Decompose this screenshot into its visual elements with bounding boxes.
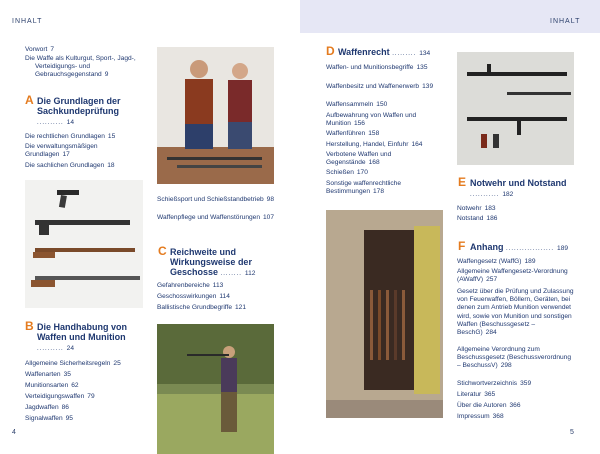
right-header-band [300, 0, 600, 33]
toc-entry[interactable]: Waffenarten 35 [25, 371, 71, 378]
toc-entry[interactable]: Allgemeine Waffengesetz-Verordnung (AWaffV) 257 [457, 268, 568, 284]
toc-entry[interactable]: Schießsport und Schießstandbetrieb 98 [157, 196, 275, 203]
toc-entry[interactable]: Schießen 170 [326, 169, 368, 176]
toc-entry[interactable]: Die Waffe als Kulturgut, Sport-, Jagd-, Verteidigungs- und Gebrauchsgegenstand 9 [25, 55, 136, 79]
toc-entry[interactable]: Verbotene Waffen und Gegenstände 168 [326, 151, 392, 167]
toc-entry[interactable]: Munitionsarten 62 [25, 382, 79, 389]
section-a-heading[interactable]: A Die Grundlagen der Sachkundeprüfung .......... 14 [25, 93, 121, 126]
toc-entry[interactable]: Waffenpflege und Waffenstörungen 107 [157, 214, 275, 221]
toc-entry[interactable]: Literatur 365 [457, 391, 496, 398]
toc-entry[interactable]: Gefahrenbereiche 113 [157, 282, 224, 289]
section-d-heading[interactable]: D Waffenrecht ......... 134 [326, 44, 431, 58]
toc-entry[interactable]: Sonstige waffenrechtliche Bestimmungen 178 [326, 180, 402, 196]
toc-entry[interactable]: Signalwaffen 95 [25, 415, 73, 422]
toc-entry[interactable]: Die rechtlichen Grundlagen 15 [25, 133, 116, 140]
toc-entry[interactable]: Vorwort 7 [25, 46, 55, 53]
page-number-left: 4 [12, 429, 16, 436]
section-c-heading[interactable]: C Reichweite und Wirkungsweise der Geschosse ........ 112 [158, 244, 256, 277]
toc-entry[interactable]: Die sachlichen Grundlagen 18 [25, 162, 115, 169]
page-header-left: INHALT [12, 18, 43, 25]
toc-entry[interactable]: Allgemeine Sicherheitsregeln 25 [25, 360, 121, 367]
toc-entry[interactable]: Herstellung, Handel, Einfuhr 164 [326, 141, 423, 148]
toc-entry[interactable]: Allgemeine Verordnung zum Beschussgesetz (Beschussverordnung – BeschussV) 298 [457, 346, 571, 370]
page-header-right: INHALT [550, 18, 581, 25]
toc-entry[interactable]: Geschosswirkungen 114 [157, 293, 230, 300]
batons-photo [457, 52, 574, 165]
toc-entry[interactable]: Gesetz über die Prüfung und Zulassung von Feuerwaffen, Böllern, Geräten, bei denen zum Antrieb Munition verwendet wird, sowie von Munition und sonstigen Waffen (Beschussgesetz – BeschG) 284 [457, 288, 574, 337]
page-number-right: 5 [570, 429, 574, 436]
hunter-photo [157, 324, 274, 454]
toc-entry[interactable]: Notwehr 183 [457, 205, 496, 212]
section-e-heading[interactable]: E Notwehr und Notstand ........... 182 [458, 175, 567, 198]
toc-entry[interactable]: Waffenführen 158 [326, 130, 380, 137]
toc-entry[interactable]: Ballistische Grundbegriffe 121 [157, 304, 247, 311]
firearms-photo [25, 180, 143, 308]
section-b-heading[interactable]: B Die Handhabung von Waffen und Munition .......... 24 [25, 319, 127, 352]
toc-entry[interactable]: Aufbewahrung von Waffen und Munition 156 [326, 112, 417, 128]
toc-entry[interactable]: Waffengesetz (WaffG) 189 [457, 258, 536, 265]
toc-entry[interactable]: Notstand 186 [457, 215, 498, 222]
toc-entry[interactable]: Waffen- und Munitionsbegriffe 135 [326, 64, 428, 71]
section-f-heading[interactable]: F Anhang .................. 189 [458, 239, 569, 253]
toc-entry[interactable]: Waffensammeln 150 [326, 101, 388, 108]
toc-entry[interactable]: Verteidigungswaffen 79 [25, 393, 95, 400]
toc-entry[interactable]: Über die Autoren 366 [457, 402, 521, 409]
gun-safe-photo [326, 210, 443, 418]
left-header-band [0, 0, 300, 33]
toc-entry[interactable]: Stichwortverzeichnis 359 [457, 380, 532, 387]
people-photo [157, 47, 274, 184]
toc-entry[interactable]: Jagdwaffen 86 [25, 404, 69, 411]
right-page [300, 0, 600, 454]
toc-entry[interactable]: Impressum 368 [457, 413, 504, 420]
toc-entry[interactable]: Waffenbesitz und Waffenerwerb 139 [326, 83, 434, 90]
toc-entry[interactable]: Die verwaltungsmäßigen Grundlagen 17 [25, 143, 98, 159]
